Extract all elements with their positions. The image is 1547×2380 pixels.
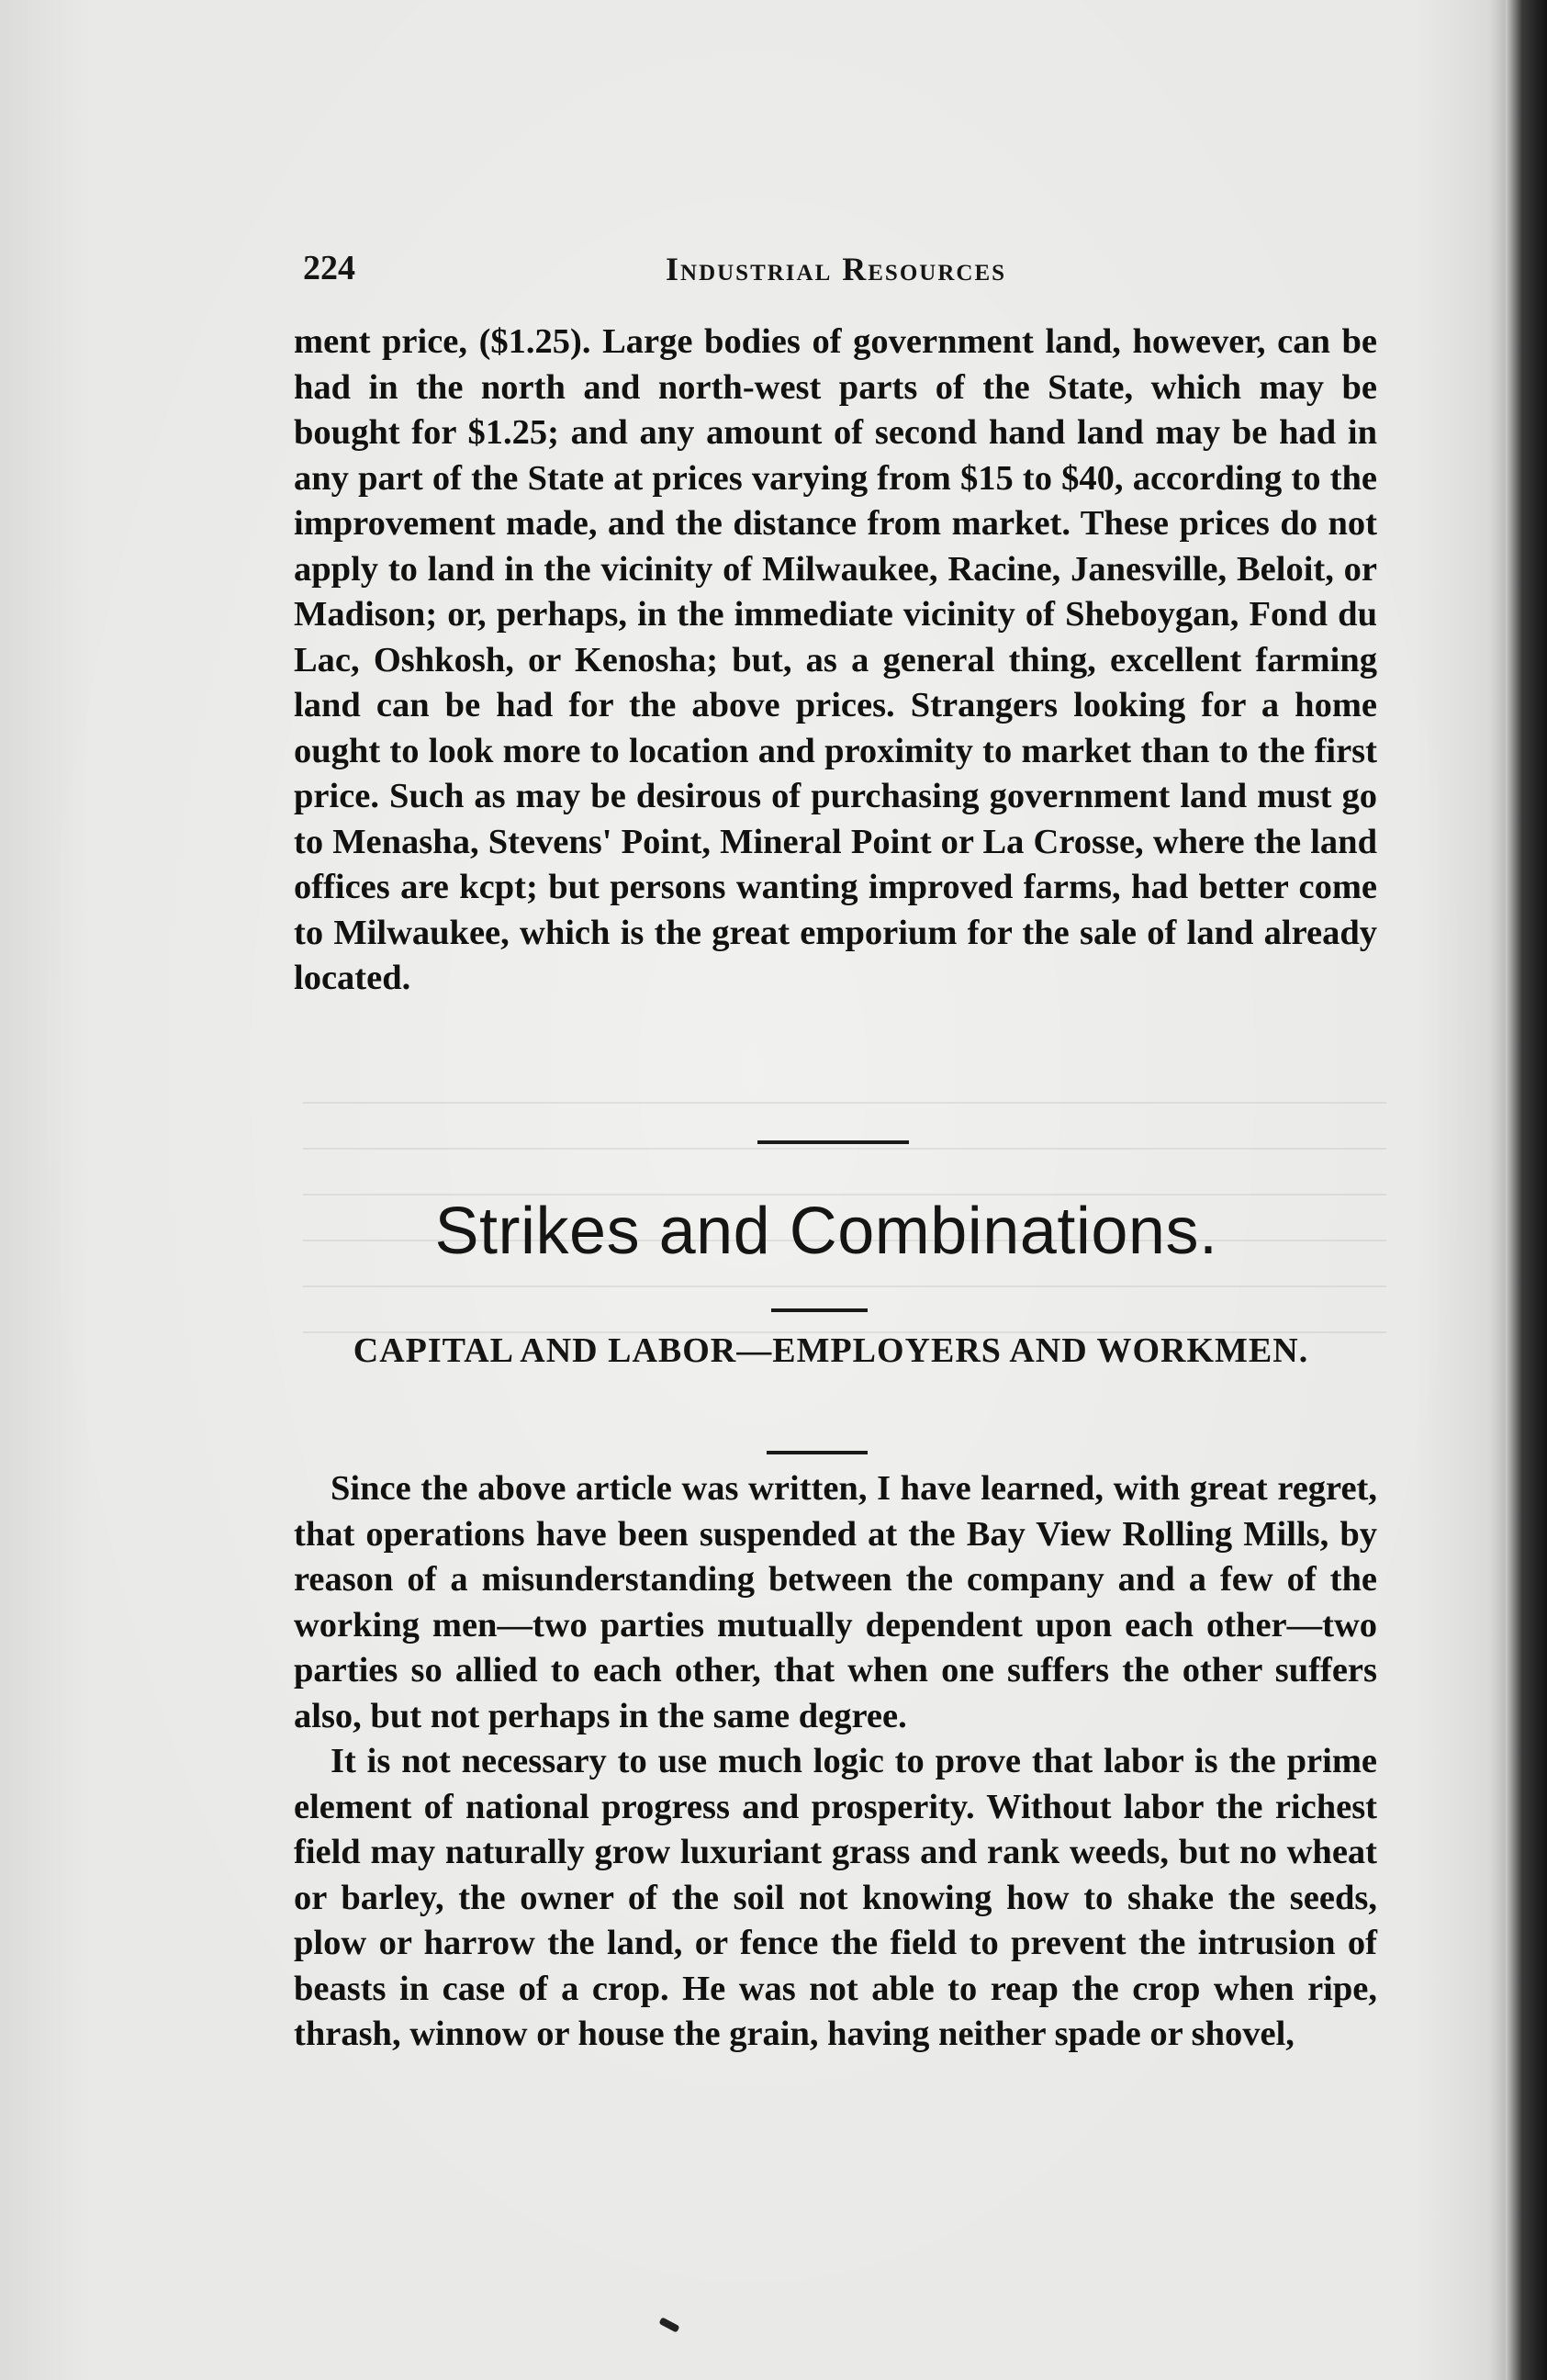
paragraph: Since the above article was written, I have learned, with great regret, that operations have been suspended at the Bay View Rolling Mills, by reason of a misunderstanding between the company and a few of the working men—two parties mutually dependent upon each other—two parties so allied to each other, that when one suffers the other suffers also, but not perhaps in the same degree.: [294, 1469, 1377, 1735]
scan-edge: [1506, 0, 1547, 2380]
body-text-top: [294, 320, 1377, 1002]
page-number: 224: [303, 249, 355, 287]
paragraph-continued: ment price, ($1.25). Large bodies of government land, however, can be had in the north and north-west parts of the State, which may be bought for $1.25; and any amount of second hand land may be had in any part of the State at prices varying from $15 to $40, according to the improvement made, and the distance from market. These prices do not apply to land in the vicinity of Milwaukee, Racine, Janesville, Beloit, or Madison; or, perhaps, in the immediate vicinity of Sheboygan, Fond du Lac, Oshkosh, or Kenosha; but, as a general thing, excellent farming land can be had for the above prices. Strangers looking for a home ought to look more to location and proximity to market than to the first price. Such as may be desirous of purchasing government land must go to Menasha, Stevens' Point, Mineral Point or La Crosse, where the land offices are kcpt; but persons wanting improved farms, had better come to Milwaukee, which is the great emporium for the sale of land already located.: [294, 322, 1377, 997]
section-title: Strikes and Combinations.: [434, 1195, 1218, 1268]
ink-mark: [658, 2317, 679, 2332]
page-fold-shadow: [1489, 0, 1506, 2380]
divider-rule: [757, 1140, 909, 1144]
section-subheading: CAPITAL AND LABOR—EMPLOYERS AND WORKMEN.: [353, 1331, 1309, 1370]
divider-rule: [767, 1451, 868, 1454]
divider-rule: [771, 1308, 868, 1312]
paragraph: It is not necessary to use much logic to prove that labor is the prime element of national progress and prosperity. Without labor the richest field may naturally grow luxuriant grass and rank weeds, but no wheat or barley, the owner of the soil not knowing how to shake the seeds, plow or harrow the land, or fence the field to prevent the intrusion of beasts in case of a crop. He was not able to reap the crop when ripe, thrash, winnow or house the grain, having neither spade or shovel,: [294, 1742, 1377, 2053]
running-title: Industrial Resources: [666, 251, 1007, 287]
body-text-bottom: [294, 1466, 1377, 2058]
running-head: [303, 248, 1386, 294]
